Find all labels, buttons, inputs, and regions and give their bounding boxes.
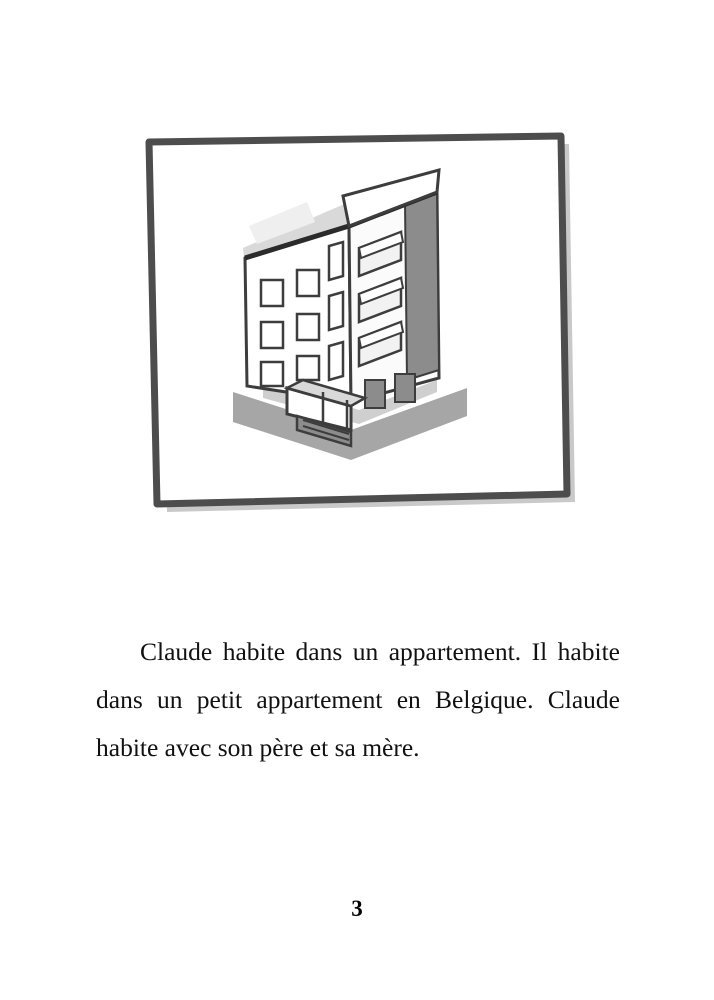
window — [261, 280, 283, 306]
window — [297, 270, 319, 296]
window — [329, 292, 343, 330]
illustration-container — [0, 130, 714, 530]
body-text — [96, 628, 620, 772]
apartment-building-illustration — [137, 130, 577, 530]
window — [297, 314, 319, 340]
page-number: 3 — [351, 896, 363, 921]
window — [329, 242, 343, 280]
apartment-building-drawing — [137, 130, 577, 530]
paragraph-text: Claude habite dans un appartement. Il habite dans un petit appartement en Belgique. Claude habite avec son père et sa mère. — [96, 637, 620, 762]
window — [297, 356, 319, 380]
window — [261, 362, 283, 386]
window — [261, 322, 283, 348]
ground-window — [365, 380, 385, 408]
window — [329, 342, 343, 380]
ground-window — [395, 374, 415, 402]
right-dark-panel — [405, 192, 439, 380]
